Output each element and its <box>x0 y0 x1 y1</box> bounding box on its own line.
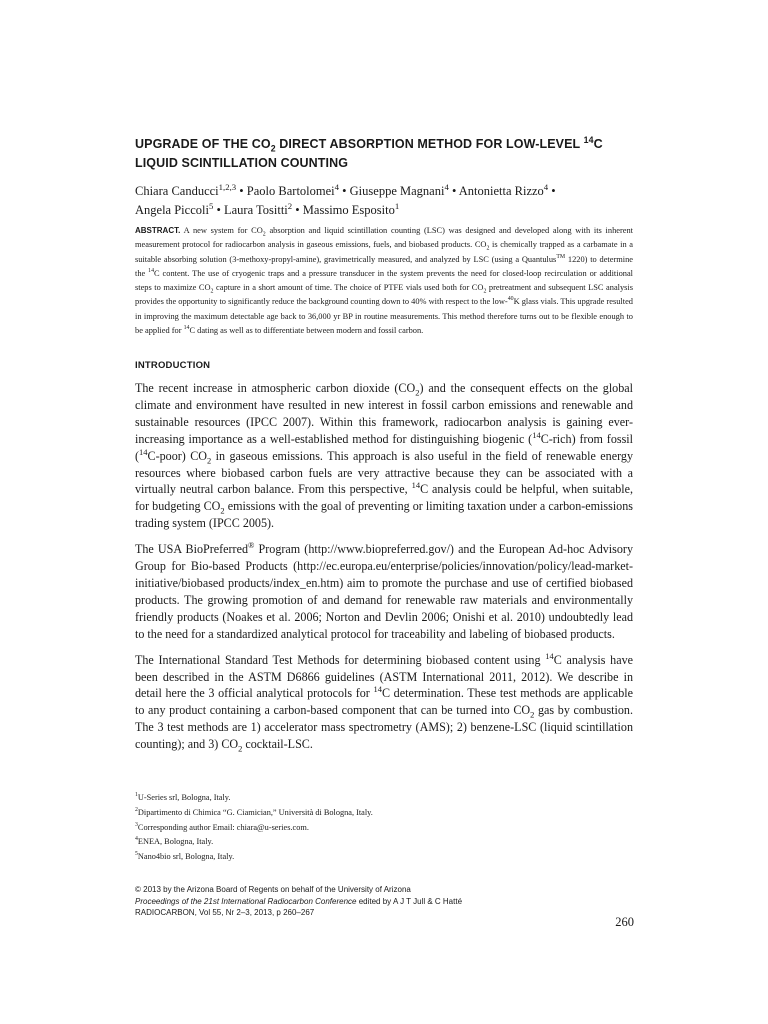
author <box>349 181 459 198</box>
title-text: DIRECT ABSORPTION METHOD FOR LOW-LEVEL <box>275 137 584 151</box>
subscript: 2 <box>220 505 225 516</box>
superscript: 14 <box>532 429 541 440</box>
title-subscript: 2 <box>270 143 276 154</box>
copyright-block <box>135 884 633 919</box>
abstract <box>135 224 633 338</box>
proceedings-title: Proceedings of the 21st International Radiocarbon Conference <box>135 896 357 906</box>
abstract-text: C content. The use of cryogenic traps and a pressure transducer in the system prevents the need for closed-loop recirculation or additional steps to maximize CO <box>135 268 633 293</box>
author-name: Chiara Canducci <box>135 184 219 198</box>
author <box>302 200 400 217</box>
author-name: Massimo Esposito <box>302 202 395 217</box>
footnote <box>135 821 633 836</box>
footnote-text: ENEA, Bologna, Italy. <box>137 837 214 847</box>
text: The USA BioPreferred <box>135 542 248 557</box>
footnote-number: 2 <box>135 807 138 814</box>
superscript: 14 <box>148 268 155 275</box>
footnote-text: Dipartimento di Chimica “G. Ciamician,” Università di Bologna, Italy. <box>137 807 373 817</box>
author-name: Giuseppe Magnani <box>349 184 445 198</box>
author-affiliation: 4 <box>444 181 449 192</box>
footnote-number: 4 <box>135 836 138 843</box>
abstract-text: capture in a short amount of time. The choice of PTFE vials used both for CO <box>213 283 484 293</box>
proceedings-line <box>135 896 633 908</box>
author-separator: • <box>213 202 224 217</box>
abstract-label: ABSTRACT. <box>135 226 181 235</box>
superscript: 14 <box>183 325 190 332</box>
superscript: 14 <box>139 446 148 457</box>
author <box>135 200 224 217</box>
superscript: 40 <box>507 296 514 303</box>
text: C determination. These test methods are applicable to any product containing a carbon-based component that can be turned into CO <box>135 686 633 718</box>
section-heading: INTRODUCTION <box>135 360 211 371</box>
author-name: Antonietta Rizzo <box>458 184 544 198</box>
author-separator: • <box>448 184 459 198</box>
author <box>458 181 556 198</box>
introduction-body <box>135 380 633 762</box>
text: gas by combustion. The 3 test methods are 1) accelerator mass spectrometry (AMS); 2) benzene-LSC (liquid scintillation counting); and 3) CO <box>135 703 633 752</box>
footnote-text: Nano4bio srl, Bologna, Italy. <box>137 852 235 862</box>
abstract-text: A new system for CO <box>180 226 263 235</box>
text: C-poor) CO <box>147 448 208 463</box>
author-affiliation: 2 <box>287 200 293 211</box>
author <box>135 181 247 198</box>
subscript: 2 <box>530 709 535 720</box>
journal-citation: RADIOCARBON, Vol 55, Nr 2–3, 2013, p 260–267 <box>135 908 315 917</box>
subscript: 2 <box>210 288 214 295</box>
trademark: TM <box>556 253 566 260</box>
subscript: 2 <box>483 288 487 295</box>
footnote-number: 5 <box>135 851 138 858</box>
subscript: 2 <box>238 743 243 754</box>
author-name: Laura Tositti <box>223 202 288 217</box>
text: in gaseous emissions. This approach is also useful in the field of renewable energy resources where biobased carbon fuels are very attractive because they can be associated with a virtually neutral carbon balance. From this perspective, <box>135 448 633 497</box>
subscript: 2 <box>262 231 266 238</box>
footnote <box>135 835 633 850</box>
abstract-text: absorption and liquid scintillation counting (LSC) was designed and developed along with its inherent measurement protocol for radiocarbon analysis in gaseous emissions, fuels, and biobased products. CO <box>135 226 633 250</box>
footnote <box>135 806 633 821</box>
proceedings-editors: edited by A J T Jull & C Hatté <box>356 896 463 906</box>
page-number: 260 <box>615 915 634 929</box>
paper-title <box>135 135 635 173</box>
footnotes <box>135 791 633 865</box>
author-list <box>135 182 635 219</box>
author-separator: • <box>292 202 303 217</box>
text: C-rich) from fossil ( <box>135 431 633 463</box>
superscript: 14 <box>545 650 554 661</box>
abstract-text: 1220) to determine the <box>135 254 633 278</box>
text: C analysis could be helpful, when suitable, for budgeting CO <box>135 482 633 514</box>
author-affiliation: 4 <box>543 181 549 192</box>
abstract-text: C dating as well as to differentiate between modern and fossil carbon. <box>189 326 424 336</box>
registered-mark: ® <box>248 540 255 551</box>
title-text: C LIQUID SCINTILLATION COUNTING <box>135 137 603 170</box>
subscript: 2 <box>486 245 490 252</box>
abstract-text: K glass vials. This upgrade resulted in improving the maximum detectable age back to 36,000 yr BP in routine measurements. This method therefore turns out to be flexible enough to be applied for <box>135 297 633 336</box>
title-superscript: 14 <box>583 134 594 145</box>
abstract-text: is chemically trapped as a carbamate in a suitable absorbing solution (3-methoxy-propyl-amine), gravimetrically measured, and analyzed by LSC (using a Quantulus <box>135 240 633 264</box>
author-separator: • <box>548 184 556 198</box>
author-affiliation: 1 <box>394 200 400 211</box>
footnote-number: 1 <box>135 792 138 799</box>
author-separator: • <box>236 184 247 198</box>
author-affiliation: 4 <box>334 181 340 192</box>
superscript: 14 <box>411 480 421 491</box>
text: emissions with the goal of preventing or limiting taxation under a carbon-emissions trading system (IPCC 2005). <box>135 499 633 531</box>
text: cocktail-LSC. <box>242 737 313 752</box>
author-name: Paolo Bartolomei <box>246 184 335 198</box>
paragraph <box>135 380 633 532</box>
footnote <box>135 791 633 806</box>
footnote-text: U-Series srl, Bologna, Italy. <box>137 793 231 802</box>
author <box>246 181 350 198</box>
copyright-line: © 2013 by the Arizona Board of Regents on behalf of the University of Arizona <box>135 885 411 894</box>
footnote <box>135 850 633 865</box>
text: ) and the consequent effects on the global climate and environment have resulted in new interest in fossil carbon emissions and renewable and sustainable resources (IPCC 2007). Within this framework, radiocarbon analysis is gaining ever-increasing importance as a well-established method for distinguishing biogenic ( <box>135 381 633 446</box>
author-affiliation: 5 <box>208 200 214 211</box>
paragraph <box>135 541 633 642</box>
author-name: Angela Piccoli <box>135 202 209 217</box>
footnote-number: 3 <box>135 821 138 828</box>
subscript: 2 <box>415 387 420 398</box>
author <box>223 200 303 217</box>
text: The recent increase in atmospheric carbon dioxide (CO <box>135 381 416 395</box>
subscript: 2 <box>207 455 212 466</box>
footnote-text: Corresponding author Email: chiara@u-series.com. <box>137 822 309 832</box>
author-affiliation: 1,2,3 <box>218 181 237 192</box>
abstract-text: pretreatment and subsequent LSC analysis provides the opportunity to significantly reduce the background counting down to 40% with respect to the low- <box>135 283 634 307</box>
text: The International Standard Test Methods for determining biobased content using <box>135 652 546 667</box>
paragraph <box>135 652 633 753</box>
text: Program (http://www.biopreferred.gov/) and the European Ad-hoc Advisory Group for Bio-based Products (http://ec.europa.eu/enterprise/policies/innovation/policy/lead-market-initiative/biobased products/index_en.htm) aim to promote the purchase and use of certified biobased products. The growing promotion of and demand for renewable raw materials and environmentally friendly products (Noakes et al. 2006; Norton and Devlin 2006; Onishi et al. 2010) undoubtedly lead to the need for a standardized analytical protocol for traceability and labeling of biobased products. <box>135 542 633 641</box>
superscript: 14 <box>373 684 382 695</box>
text: C analysis have been described in the ASTM D6866 guidelines (ASTM International 2011, 2012). We describe in detail here the 3 official analytical protocols for <box>135 652 634 701</box>
author-separator: • <box>339 184 350 198</box>
title-text: UPGRADE OF THE CO <box>135 137 271 151</box>
